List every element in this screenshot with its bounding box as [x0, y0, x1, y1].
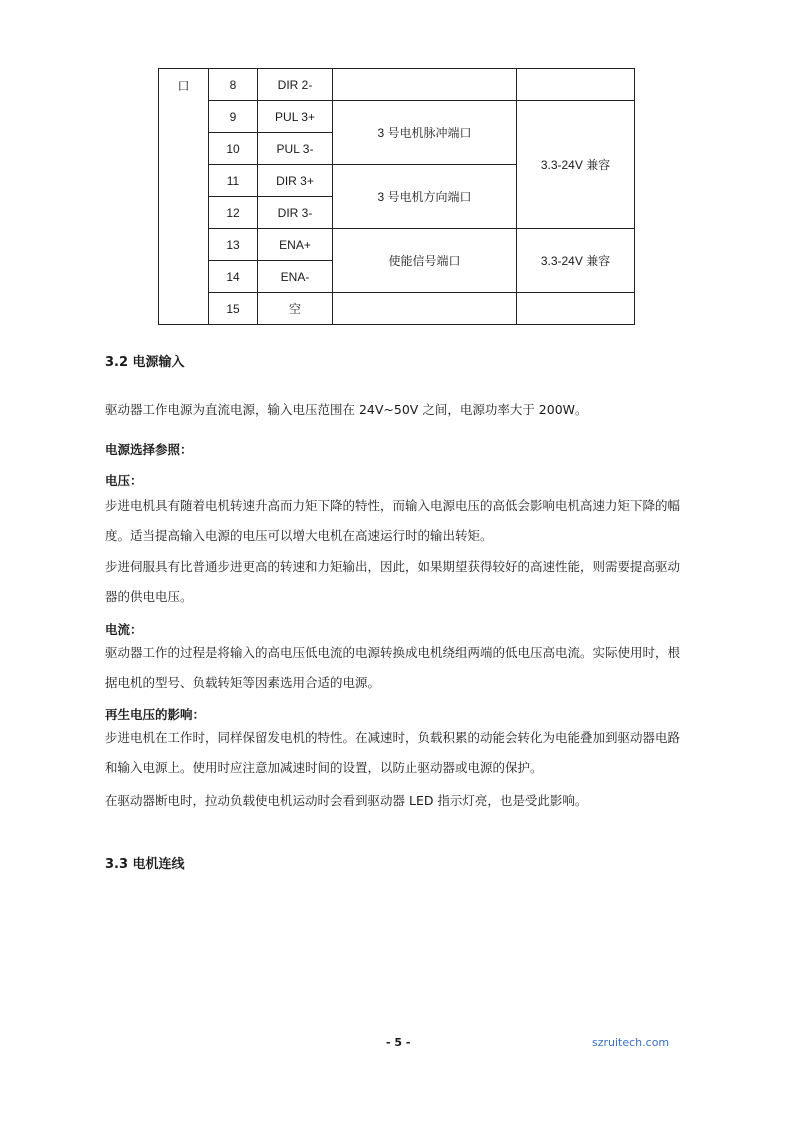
pin-description: 使能信号端口: [333, 229, 517, 293]
pin-number: 8: [209, 69, 258, 101]
paragraph: 步进电机在工作时，同样保留发电机的特性。在减速时，负载积累的动能会转化为电能叠加到驱动器电路和输入电源上。使用时应注意加减速时间的设置，以防止驱动器或电源的保护。: [105, 730, 681, 775]
subheading: 电流：: [105, 622, 143, 637]
pin-signal: ENA+: [258, 229, 333, 261]
pin-signal: ENA-: [258, 261, 333, 293]
pin-table: [158, 68, 635, 325]
pin-signal: PUL 3-: [258, 133, 333, 165]
pin-signal: DIR 3-: [258, 197, 333, 229]
pin-number: 13: [209, 229, 258, 261]
pin-number: 11: [209, 165, 258, 197]
table-row: [159, 293, 635, 325]
paragraph: 在驱动器断电时，拉动负载使电机运动时会看到驱动器 LED 指示灯亮，也是受此影响。: [105, 793, 588, 808]
paragraph: 驱动器工作的过程是将输入的高电压低电流的电源转换成电机绕组两端的低电压高电流。实际使用时，根据电机的型号、负载转矩等因素选用合适的电源。: [105, 645, 681, 690]
pin-compat: [517, 293, 635, 325]
pin-description: 3 号电机脉冲端口: [333, 101, 517, 165]
pin-number: 14: [209, 261, 258, 293]
subheading: 再生电压的影响：: [105, 707, 206, 722]
section-heading: 3.2 电源输入: [105, 355, 185, 370]
pin-signal: PUL 3+: [258, 101, 333, 133]
site-url: szruitech.com: [592, 1036, 670, 1049]
table-row: [159, 101, 635, 133]
pin-signal: 空: [258, 293, 333, 325]
table-row: [159, 69, 635, 101]
pin-number: 12: [209, 197, 258, 229]
paragraph: 驱动器工作电源为直流电源，输入电压范围在 24V~50V 之间，电源功率大于 200W。: [105, 402, 588, 417]
pin-description: [333, 293, 517, 325]
pin-number: 10: [209, 133, 258, 165]
section-heading: 3.3 电机连线: [105, 857, 185, 872]
pin-description: 3 号电机方向端口: [333, 165, 517, 229]
pin-number: 9: [209, 101, 258, 133]
paragraph: 步进电机具有随着电机转速升高而力矩下降的特性，而输入电源电压的高低会影响电机高速力矩下降的幅度。适当提高输入电源的电压可以增大电机在高速运行时的输出转矩。: [105, 498, 681, 543]
pin-number: 15: [209, 293, 258, 325]
paragraph: 步进伺服具有比普通步进更高的转速和力矩输出，因此，如果期望获得较好的高速性能，则需要提高驱动器的供电电压。: [105, 559, 681, 604]
pin-compat: 3.3-24V 兼容: [517, 101, 635, 229]
table-row: [159, 229, 635, 261]
pin-signal: DIR 3+: [258, 165, 333, 197]
pin-description: [333, 69, 517, 101]
page-number: - 5 -: [386, 1036, 411, 1049]
pin-compat: 3.3-24V 兼容: [517, 229, 635, 293]
subheading: 电源选择参照：: [105, 442, 193, 457]
port-group-cell: 口: [159, 69, 209, 325]
pin-compat: [517, 69, 635, 101]
subheading: 电压：: [105, 473, 143, 488]
pin-signal: DIR 2-: [258, 69, 333, 101]
